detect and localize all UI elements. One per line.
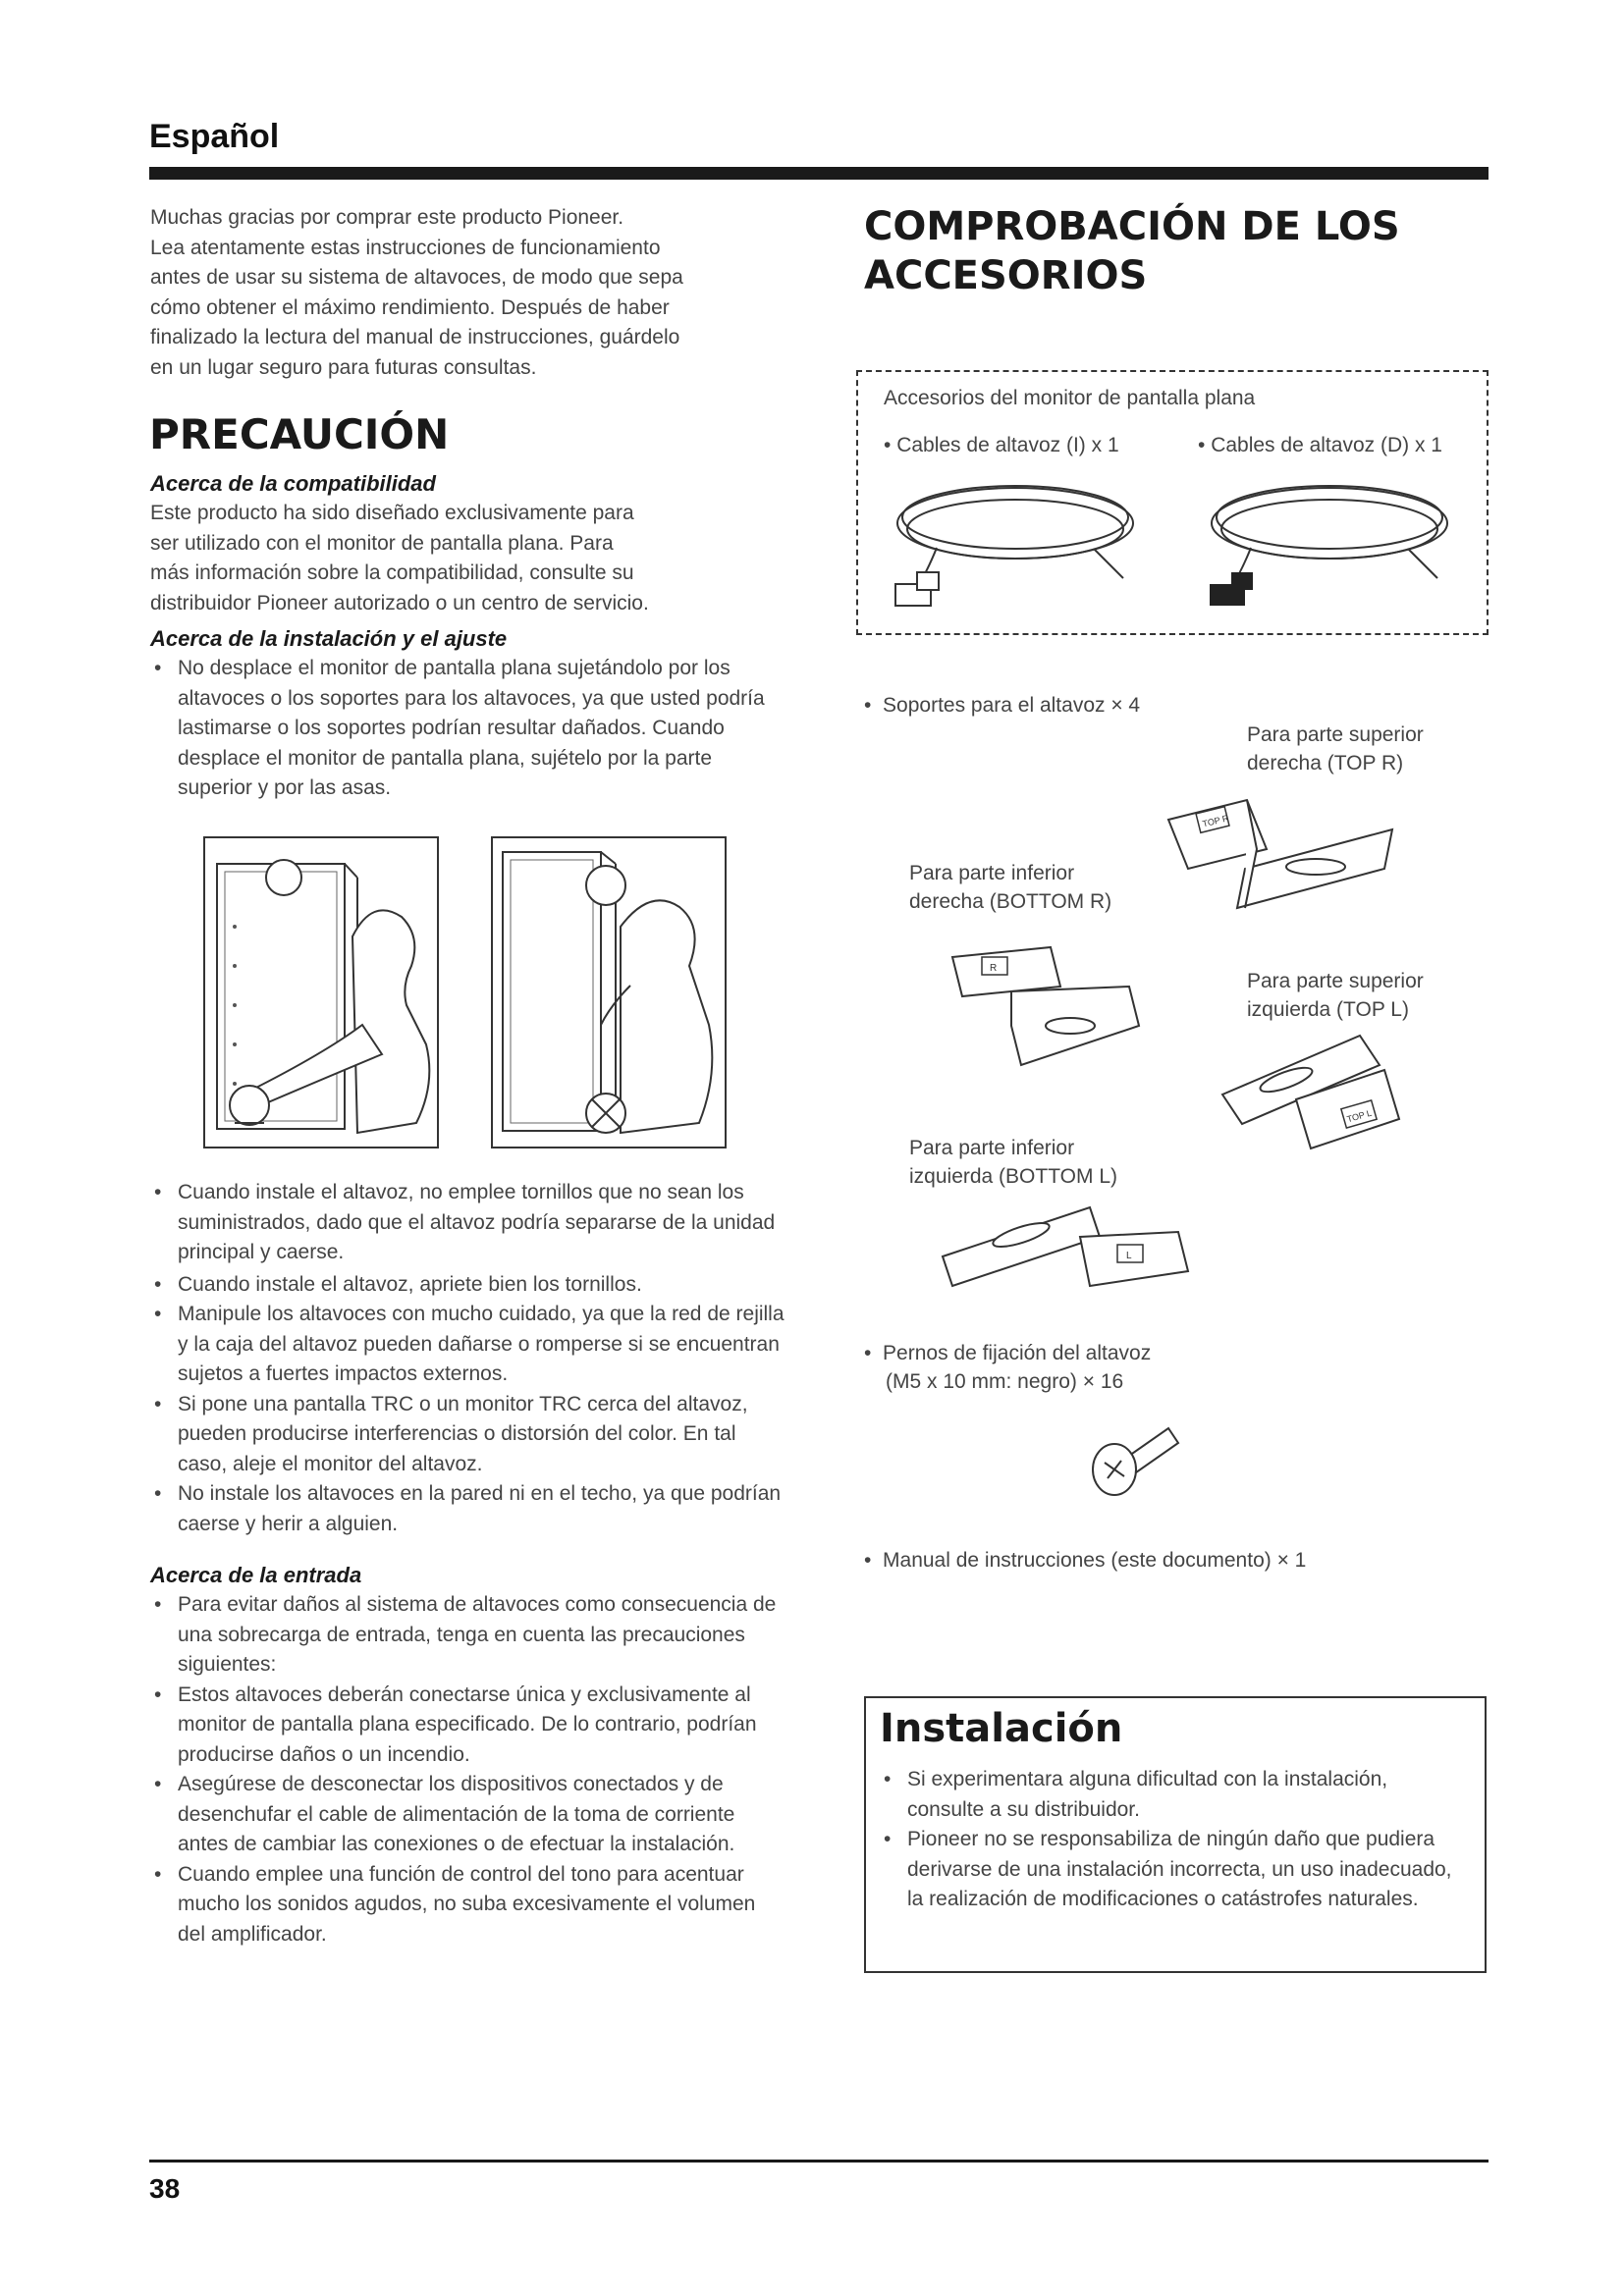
language-heading: Español: [149, 118, 280, 155]
bracket-tag-bottom-r: R: [990, 963, 998, 974]
list-item: • Si experimentara alguna dificultad con la instalación, consulte a su distribuidor.: [880, 1765, 1469, 1825]
list-item: • No desplace el monitor de pantalla plana sujetándolo por los altavoces o los soportes para los altavoces, ya que usted podría lastimarse o los soportes podrían resultar dañados. Cuando desplace el monitor de pantalla plana, sujételo por la parte superior y por las asas.: [150, 654, 779, 804]
monitor-box-title: Accesorios del monitor de pantalla plana: [884, 387, 1256, 409]
input-section: [150, 1561, 788, 1949]
footer-rule: [149, 2160, 1489, 2163]
list-item: • Manipule los altavoces con mucho cuidado, ya que la red de rejilla y la caja del altavoz pueden dañarse o romperse si se encuentran sujetos a fuertes impactos externos.: [150, 1300, 788, 1390]
monitor-accessories-box: [856, 370, 1489, 635]
intro-paragraph: Muchas gracias por comprar este producto Pioneer. Lea atentamente estas instrucciones de funcionamiento antes de usar su sistema de altavoces, de modo que sepa cómo obtener el máximo rendimiento. Después de haber finalizado la lectura del manual de instrucciones, guárdelo en un lugar seguro para futuras consultas.: [150, 206, 683, 379]
speaker-cable-icon: [878, 474, 1467, 621]
list-item: • Cuando emplee una función de control del tono para acentuar mucho los sonidos agudos, no suba excesivamente el volumen del amplificador.: [150, 1860, 788, 1950]
cable-left-label: • Cables de altavoz (I) x 1: [884, 434, 1119, 456]
person-holding-monitor-icon: [493, 838, 725, 1147]
instalacion-box: [864, 1696, 1487, 1973]
bracket-top-l-icon: [1218, 1026, 1414, 1153]
input-heading: Acerca de la entrada: [150, 1563, 362, 1587]
list-item: • Si pone una pantalla TRC o un monitor TRC cerca del altavoz, pueden producirse interferencias o distorsión del color. En tal caso, aleje el monitor del altavoz.: [150, 1390, 788, 1480]
list-item: • Asegúrese de desconectar los dispositivos conectados y de desenchufar el cable de alimentación de la toma de corriente antes de cambiar las conexiones o de efectuar la instalación.: [150, 1770, 788, 1860]
list-item: • Cuando instale el altavoz, no emplee tornillos que no sean los suministrados, dado que el altavoz podría separarse de la unidad principal y caerse.: [150, 1178, 788, 1268]
list-item: • Estos altavoces deberán conectarse única y exclusivamente al monitor de pantalla plana especificado. De lo contrario, podrían producirse daños o un incendio.: [150, 1681, 788, 1771]
bracket-top-r-icon: [1159, 780, 1414, 928]
instalacion-title: Instalación: [880, 1706, 1123, 1751]
screw-icon: [1080, 1414, 1188, 1502]
bracket-bottom-r-icon: [943, 937, 1149, 1085]
install-heading: Acerca de la instalación y el ajuste: [150, 626, 508, 651]
bracket-bottom-l-icon: [933, 1198, 1198, 1315]
input-list: [150, 1590, 788, 1949]
header-rule: [149, 167, 1489, 180]
bracket-tag-bottom-l: L: [1126, 1251, 1132, 1261]
compat-section: [150, 469, 788, 804]
accesorios-title: COMPROBACIÓN DE LOS ACCESORIOS: [864, 204, 1400, 298]
bottom-r-label: Para parte inferior derecha (BOTTOM R): [909, 862, 1112, 913]
install-first-list: [150, 654, 779, 804]
list-item: • Pioneer no se responsabiliza de ningún daño que pudiera derivarse de una instalación incorrecta, un uso inadecuado, la realización de modificaciones o catástrofes naturales.: [880, 1825, 1469, 1915]
top-r-label: Para parte superior derecha (TOP R): [1247, 723, 1424, 774]
instalacion-list: [880, 1765, 1469, 1915]
handling-illustration-right: [491, 836, 727, 1148]
bracket-tag-top-r: TOP R: [1201, 813, 1230, 829]
top-l-label: Para parte superior izquierda (TOP L): [1247, 970, 1424, 1021]
manual-item: • Manual de instrucciones (este documento) × 1: [864, 1549, 1307, 1572]
list-item: • No instale los altavoces en la pared ni en el techo, ya que podrían caerse y herir a alguien.: [150, 1479, 788, 1539]
list-item: • Para evitar daños al sistema de altavoces como consecuencia de una sobrecarga de entrada, tenga en cuenta las precauciones siguientes:: [150, 1590, 788, 1681]
list-item: • Cuando instale el altavoz, apriete bien los tornillos.: [150, 1270, 788, 1301]
person-carrying-monitor-icon: [205, 838, 437, 1147]
precaucion-title: PRECAUCIÓN: [149, 410, 450, 458]
bottom-l-label: Para parte inferior izquierda (BOTTOM L): [909, 1137, 1117, 1188]
install-list: [150, 1178, 788, 1539]
compat-heading: Acerca de la compatibilidad: [150, 471, 436, 496]
handling-illustration-left: [203, 836, 439, 1148]
soportes-item: • Soportes para el altavoz × 4: [864, 694, 1141, 717]
pernos-item: • Pernos de fijación del altavoz (M5 x 10 mm: negro) × 16: [864, 1342, 1152, 1393]
cable-right-label: • Cables de altavoz (D) x 1: [1198, 434, 1442, 456]
compat-text: Este producto ha sido diseñado exclusivamente para ser utilizado con el monitor de pantalla plana. Para más información sobre la compatibilidad, consulte su distribuidor Pioneer autorizado o un centro de servicio.: [150, 502, 649, 614]
bracket-tag-top-l: TOP L: [1345, 1107, 1374, 1125]
page-number: 38: [149, 2173, 181, 2204]
